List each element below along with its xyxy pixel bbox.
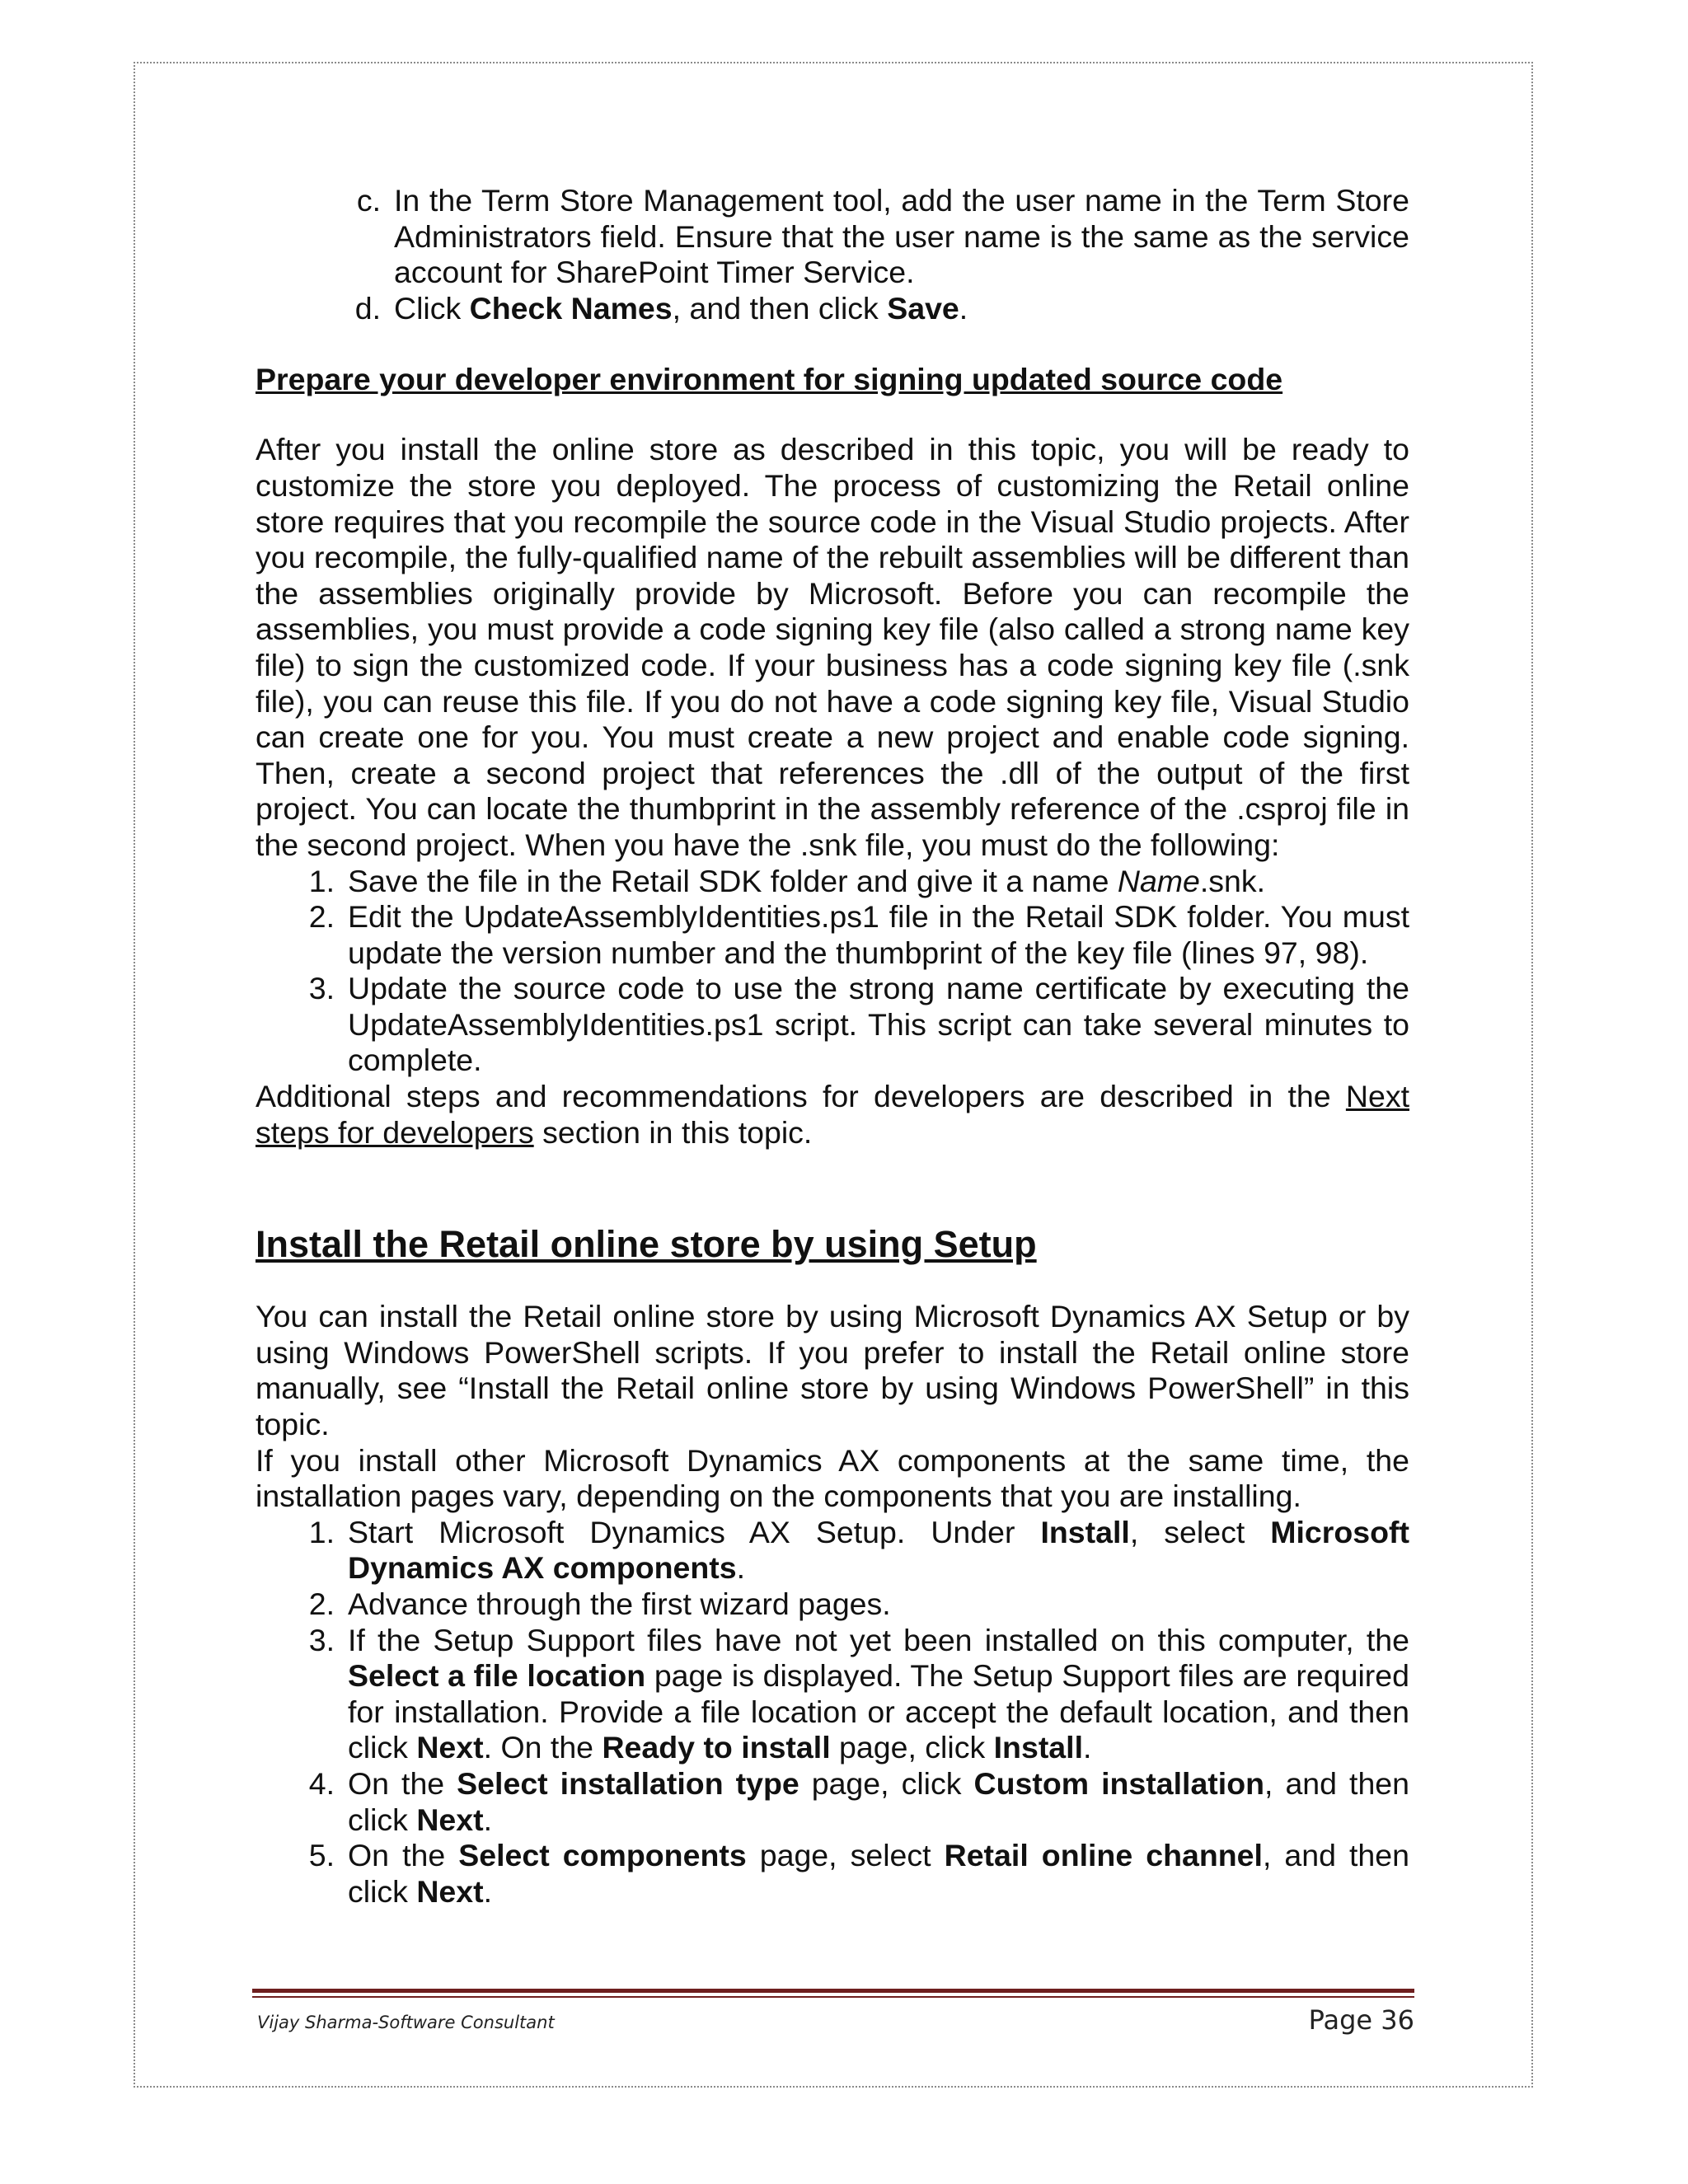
footer-rule-thin [252, 1996, 1414, 1998]
list-item: c. In the Term Store Management tool, add the user name in the Term Store Administrators field. Ensure that the user name is the same as the service account for SharePoint Timer Service. [356, 183, 1409, 290]
document-body [256, 183, 1409, 1910]
footer-rule [252, 1989, 1414, 1993]
ui-term: Save [887, 290, 959, 326]
list-item: 3. Update the source code to use the strong name certificate by executing the UpdateAssemblyIdentities.ps1 script. This script can take several minutes to complete. [308, 971, 1409, 1078]
signing-steps [302, 864, 1409, 1080]
list-item: d. Click Check Names, and then click Save. [354, 290, 968, 326]
list-item: 2. Advance through the first wizard pages. [308, 1586, 891, 1621]
list-item: 2. Edit the UpdateAssemblyIdentities.ps1 file in the Retail SDK folder. You must update the version number and the thumbprint of the key file (lines 97, 98). [308, 899, 1409, 970]
ui-term: Custom installation [973, 1765, 1265, 1801]
list-item: 1. Start Microsoft Dynamics AX Setup. Under Install, select Microsoft Dynamics AX components. [308, 1514, 1410, 1586]
next-steps-link[interactable]: Next steps for developers [256, 1079, 1409, 1150]
paragraph: You can install the Retail online store by using Microsoft Dynamics AX Setup or by using Windows PowerShell scripts. If you prefer to install the Retail online store manually, see “Install the Retail online store by using Windows PowerShell” in this topic. [256, 1299, 1409, 1442]
setup-steps [302, 1515, 1409, 1910]
ui-term: Retail online channel [944, 1838, 1263, 1873]
section-heading-prepare: Prepare your developer environment for signing updated source code [256, 362, 1283, 397]
ui-term: Select a file location [348, 1658, 646, 1694]
ui-term: Next [416, 1730, 484, 1765]
paragraph: Additional steps and recommendations for developers are described in the Next steps for developers section in this topic. [256, 1079, 1409, 1150]
list-item: 3. If the Setup Support files have not yet been installed on this computer, the Select a file location page is displayed. The Setup Support files are required for installation. Provide a file location or accept the default location, and then click Next. On the Ready to install page, click Install. [308, 1622, 1409, 1765]
footer-author: Vijay Sharma-Software Consultant [257, 2013, 555, 2032]
ui-term: Microsoft Dynamics AX components [348, 1514, 1410, 1586]
paragraph: After you install the online store as described in this topic, you will be ready to customize the store you deployed. The process of customizing the Retail online store requires that you recompile the source code in the Visual Studio projects. After you recompile, the fully-qualified name of the rebuilt assemblies will be different than the assemblies originally provide by Microsoft. Before you can recompile the assemblies, you must provide a code signing key file (also called a strong name key file) to sign the customized code. If your business has a code signing key file (.snk file), you can reuse this file. If you do not have a code signing key file, Visual Studio can create one for you. You must create a new project and enable code signing. Then, create a second project that references the .dll of the output of the first project. You can locate the thumbprint in the assembly reference of the .csproj file in the second project. When you have the .snk file, you must do the following: [256, 432, 1409, 862]
paragraph: If you install other Microsoft Dynamics AX components at the same time, the installation pages vary, depending on the components that you are installing. [256, 1442, 1409, 1514]
ui-term: Install [993, 1730, 1084, 1765]
page-number: Page 36 [1308, 2004, 1414, 2036]
list-item-text: In the Term Store Management tool, add the user name in the Term Store Administrators field. Ensure that the user name is the same as the service account for SharePoint Timer Service. [394, 183, 1409, 290]
ui-term: Ready to install [602, 1730, 831, 1765]
ui-term: Select installation type [457, 1765, 799, 1801]
section-heading-install: Install the Retail online store by using Setup [256, 1223, 1037, 1266]
list-item: 4. On the Select installation type page, click Custom installation, and then click Next. [308, 1765, 1410, 1837]
ui-term: Install [1040, 1514, 1130, 1549]
term-store-steps [348, 183, 1409, 326]
ui-term: Check Names [469, 290, 673, 326]
ui-term: Next [416, 1873, 484, 1909]
list-item: 5. On the Select components page, select Retail online channel, and then click Next. [308, 1838, 1410, 1909]
ui-term: Next [416, 1802, 484, 1837]
list-item: 1. Save the file in the Retail SDK folder and give it a name Name.snk. [308, 863, 1266, 898]
ui-term: Select components [458, 1838, 747, 1873]
